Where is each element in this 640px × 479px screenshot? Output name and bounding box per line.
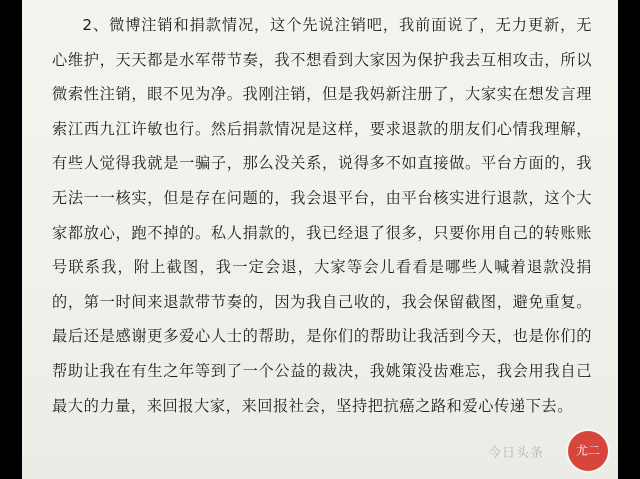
- document-body-text: 2、微博注销和捐款情况，这个先说注销吧，我前面说了，无力更新，无心维护，天天都是水军带节奏，我不想看到大家因为保护我去互相攻击，所以微索性注销，眼不见为净。我刚注销，但是我妈新注册了，大家实在想发言理索江西九江许敏也行。然后捐款情况是这样，要求退款的朋友们心情我理解，有些人觉得我就是一骗子，那么没关系，说得多不如直接做。平台方面的，我无法一一核实，但是存在问题的，我会退平台，由平台核实进行退款，这个大家都放心，跑不掉的。私人捐款的，我已经退了很多，只要你用自己的转账账号联系我，附上截图，我一定会退，大家等会儿看看是哪些人喊着退款没捐的，第一时间来退款带节奏的，因为我自己收的，我会保留截图，避免重复。最后还是感谢更多爱心人士的帮助，是你们的帮助让我活到今天，也是你们的帮助让我在有生之年等到了一个公益的裁决，我姚策没齿难忘，我会用我自己最大的力量，来回报大家，来回报社会，坚持把抗癌之路和爱心传递下去。: [52, 16, 592, 415]
- document-page: [22, 0, 618, 479]
- letterbox-bar-right: [618, 0, 640, 479]
- watermark-text: 今日头条: [487, 446, 544, 461]
- watermark-logo-icon: [568, 431, 608, 471]
- letterbox-bar-left: [0, 0, 22, 479]
- watermark-logo-label: 尤二: [576, 444, 600, 458]
